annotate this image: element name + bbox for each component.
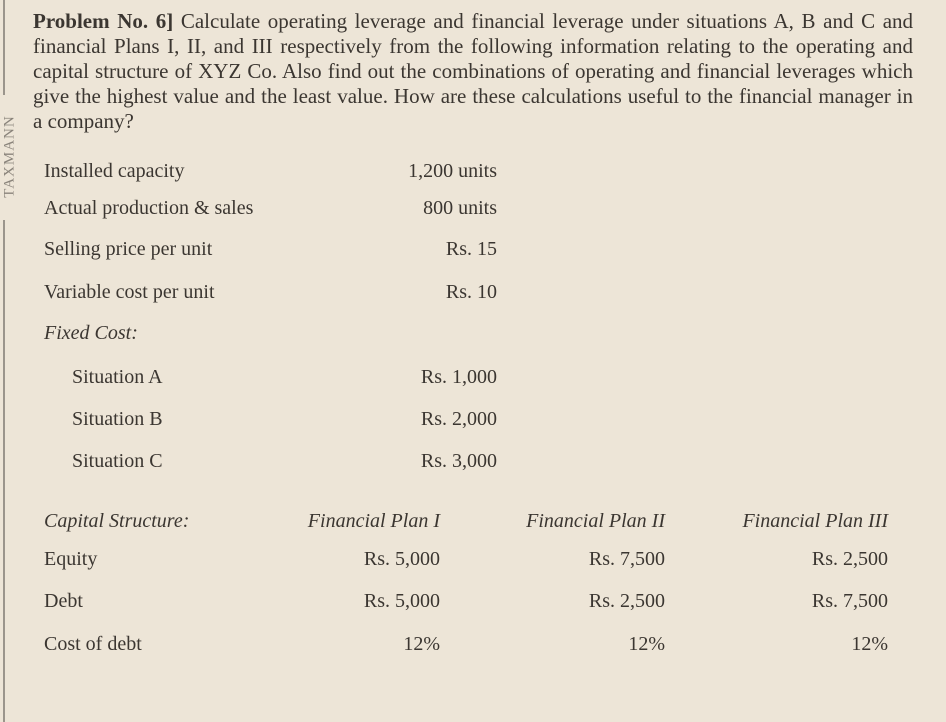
capital-cell: 12%: [851, 633, 888, 655]
situation-label: Situation B: [72, 408, 163, 430]
plan-header: Financial Plan II: [526, 510, 665, 532]
situation-value: Rs. 2,000: [420, 408, 497, 430]
capital-cell: Rs. 5,000: [363, 590, 440, 612]
capital-cell: Rs. 2,500: [588, 590, 665, 612]
capital-header: Capital Structure:: [44, 510, 190, 532]
situation-value: Rs. 1,000: [420, 366, 497, 388]
capital-cell: 12%: [628, 633, 665, 655]
capital-row-label: Debt: [44, 590, 83, 612]
capital-cell: 12%: [403, 633, 440, 655]
situation-label: Situation C: [72, 450, 163, 472]
situation-label: Situation A: [72, 366, 163, 388]
op-label: Variable cost per unit: [44, 281, 215, 303]
op-value: Rs. 10: [445, 281, 497, 303]
capital-cell: Rs. 7,500: [588, 548, 665, 570]
op-value: 800 units: [423, 197, 497, 219]
publisher-watermark: TAXMANN: [1, 115, 18, 198]
capital-cell: Rs. 2,500: [811, 548, 888, 570]
op-label: Selling price per unit: [44, 238, 213, 260]
capital-row-label: Cost of debt: [44, 633, 142, 655]
plan-header: Financial Plan III: [742, 510, 888, 532]
fixed-cost-heading: Fixed Cost:: [44, 322, 138, 344]
problem-text: Calculate operating leverage and financial leverage under situations A, B and C and financial Plans I, II, and III respectively from the following information relating to the operating and capital structure of XYZ Co. Also find out the combinations of operating and financial leverages which give the highest value and the least value. How are these calculations useful to the financial manager in a company?: [33, 9, 914, 133]
op-value: Rs. 15: [445, 238, 497, 260]
problem-statement: [33, 9, 913, 134]
capital-cell: Rs. 5,000: [363, 548, 440, 570]
problem-number: Problem No. 6]: [33, 9, 174, 33]
op-label: Installed capacity: [44, 160, 185, 182]
capital-row-label: Equity: [44, 548, 98, 570]
op-label: Actual production & sales: [44, 197, 254, 219]
situation-value: Rs. 3,000: [420, 450, 497, 472]
capital-cell: Rs. 7,500: [811, 590, 888, 612]
op-value: 1,200 units: [408, 160, 497, 182]
plan-header: Financial Plan I: [307, 510, 440, 532]
